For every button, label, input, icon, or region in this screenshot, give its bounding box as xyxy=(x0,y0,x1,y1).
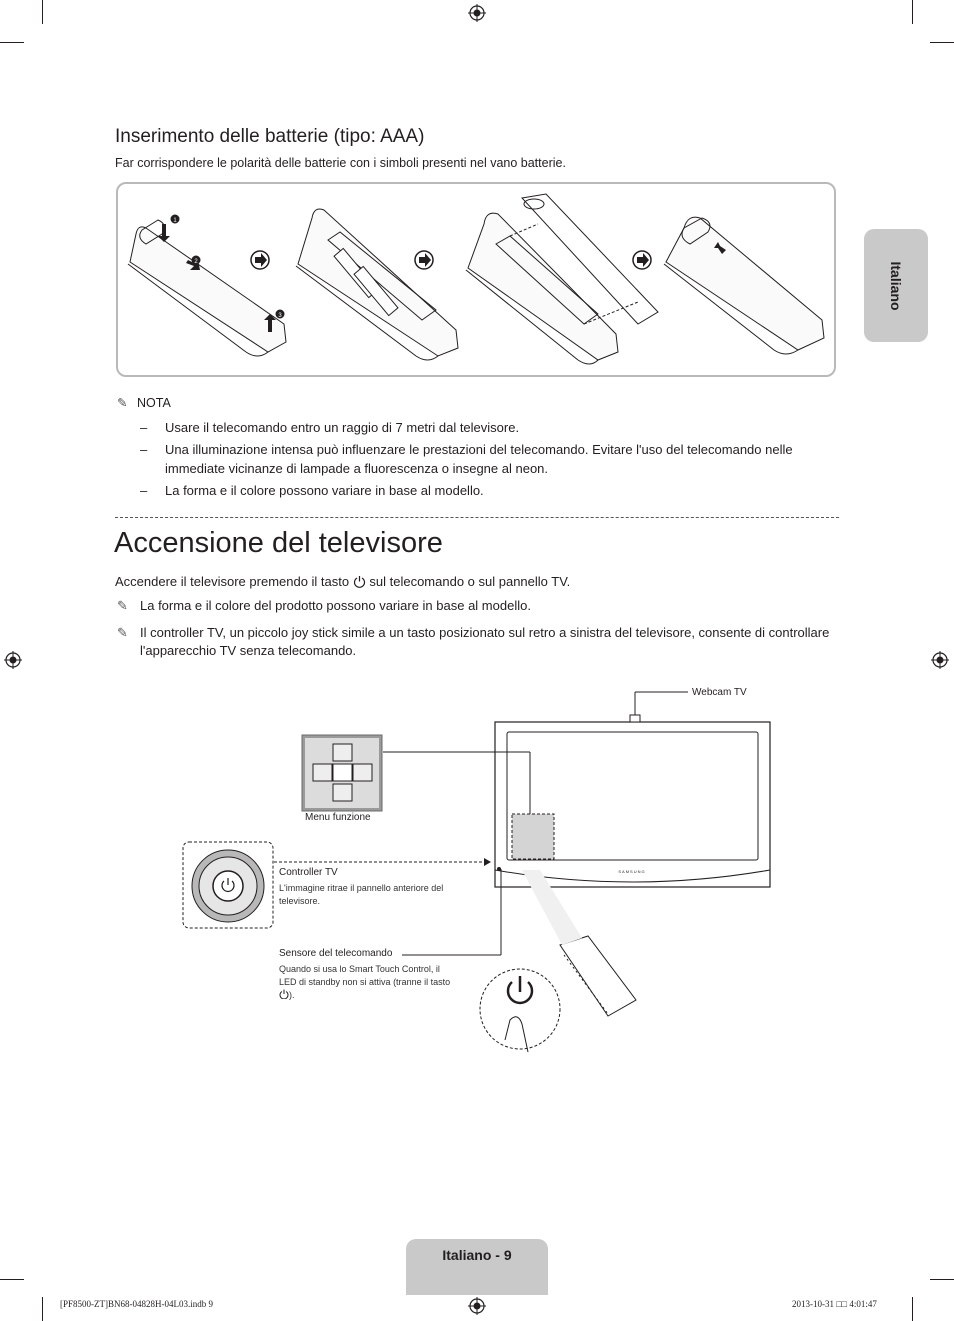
battery-intro-text: Far corrispondere le polarità delle batterie con i simboli presenti nel vano batterie. xyxy=(115,156,566,170)
svg-text:2: 2 xyxy=(194,259,198,265)
crop-mark xyxy=(42,1297,43,1321)
step-number-icon xyxy=(171,215,179,224)
power-icon xyxy=(353,575,366,588)
power-on-section-title: Accensione del televisore xyxy=(114,527,443,559)
battery-steps-illustration xyxy=(118,184,834,375)
power-on-note-1: ✎ La forma e il colore del prodotto possono variare in base al modello. xyxy=(117,598,531,613)
svg-text:3: 3 xyxy=(278,313,282,319)
remote-back-step-4 xyxy=(664,217,824,354)
crop-mark xyxy=(0,1279,24,1280)
svg-text:1: 1 xyxy=(173,218,177,224)
crop-mark xyxy=(930,42,954,43)
section-divider xyxy=(115,517,839,518)
battery-illustration-box xyxy=(116,182,836,377)
remote-back-step-2 xyxy=(296,209,458,360)
page-number: Italiano - 9 xyxy=(442,1247,512,1263)
registration-mark-icon xyxy=(468,1297,486,1315)
tv-front-panel xyxy=(495,715,770,887)
function-menu-label: Menu funzione xyxy=(305,812,371,823)
crop-mark xyxy=(42,0,43,24)
language-side-tab-label: Italiano xyxy=(888,260,904,311)
language-side-tab xyxy=(864,229,928,342)
tv-controls-diagram xyxy=(0,680,954,1060)
note-list xyxy=(140,418,820,503)
controller-title: Controller TV xyxy=(279,867,338,878)
power-on-text: Accendere il televisore premendo il tasto sul telecomando o sul pannello TV. xyxy=(115,574,571,589)
power-on-note-2: ✎ Il controller TV, un piccolo joy stick simile a un tasto posizionato sul retro a sinistra del televisore, consente di controllare l'apparecchio TV senza telecomando. xyxy=(117,625,830,658)
sensor-title: Sensore del telecomando xyxy=(279,948,393,959)
pencil-note-icon: ✎ xyxy=(117,396,128,410)
smart-touch-remote xyxy=(560,936,636,1016)
note-label: NOTA xyxy=(137,396,171,410)
sensor-description: Quando si usa lo Smart Touch Control, il LED di standby non si attiva (tranne il tasto ). xyxy=(279,964,451,1000)
crop-mark xyxy=(912,1297,913,1321)
tv-controller-joystick xyxy=(183,842,273,928)
print-footer-right: 2013-10-31 □□ 4:01:47 xyxy=(792,1299,877,1309)
note-heading xyxy=(117,395,171,410)
battery-section-title: Inserimento delle batterie (tipo: AAA) xyxy=(115,126,425,147)
print-footer-left: [PF8500-ZT]BN68-04828H-04L03.indb 9 xyxy=(60,1299,213,1309)
pencil-note-icon: ✎ xyxy=(117,625,128,640)
next-step-arrow-icon xyxy=(633,251,651,269)
crop-mark xyxy=(912,0,913,24)
list-item: – La forma e il colore possono variare in base al modello. xyxy=(140,483,484,498)
remote-back-step-3 xyxy=(466,194,658,364)
crop-mark xyxy=(0,42,24,43)
power-icon xyxy=(279,989,289,999)
pencil-note-icon: ✎ xyxy=(117,598,128,613)
step-number-icon xyxy=(276,310,284,319)
crop-mark xyxy=(930,1279,954,1280)
registration-mark-icon xyxy=(468,4,486,22)
next-step-arrow-icon xyxy=(251,251,269,269)
list-item: – Una illuminazione intensa può influenzare le prestazioni del telecomando. Evitare l'uso del telecomando nelle immediate vicinanze di lampade a fluorescenza o insegne al neon. xyxy=(140,442,793,476)
tv-brand-logo: SAMSUNG xyxy=(618,869,646,874)
controller-description: L'immagine ritrae il pannello anteriore del televisore. xyxy=(279,883,444,906)
power-press-detail xyxy=(480,969,560,1052)
page-number-tab xyxy=(406,1239,548,1295)
registration-mark-icon xyxy=(931,651,949,669)
function-menu-panel xyxy=(302,735,382,811)
next-step-arrow-icon xyxy=(415,251,433,269)
webcam-label: Webcam TV xyxy=(692,687,747,698)
remote-back-step-1 xyxy=(128,220,286,356)
registration-mark-icon xyxy=(4,651,22,669)
list-item: – Usare il telecomando entro un raggio di 7 metri dal televisore. xyxy=(140,420,520,435)
